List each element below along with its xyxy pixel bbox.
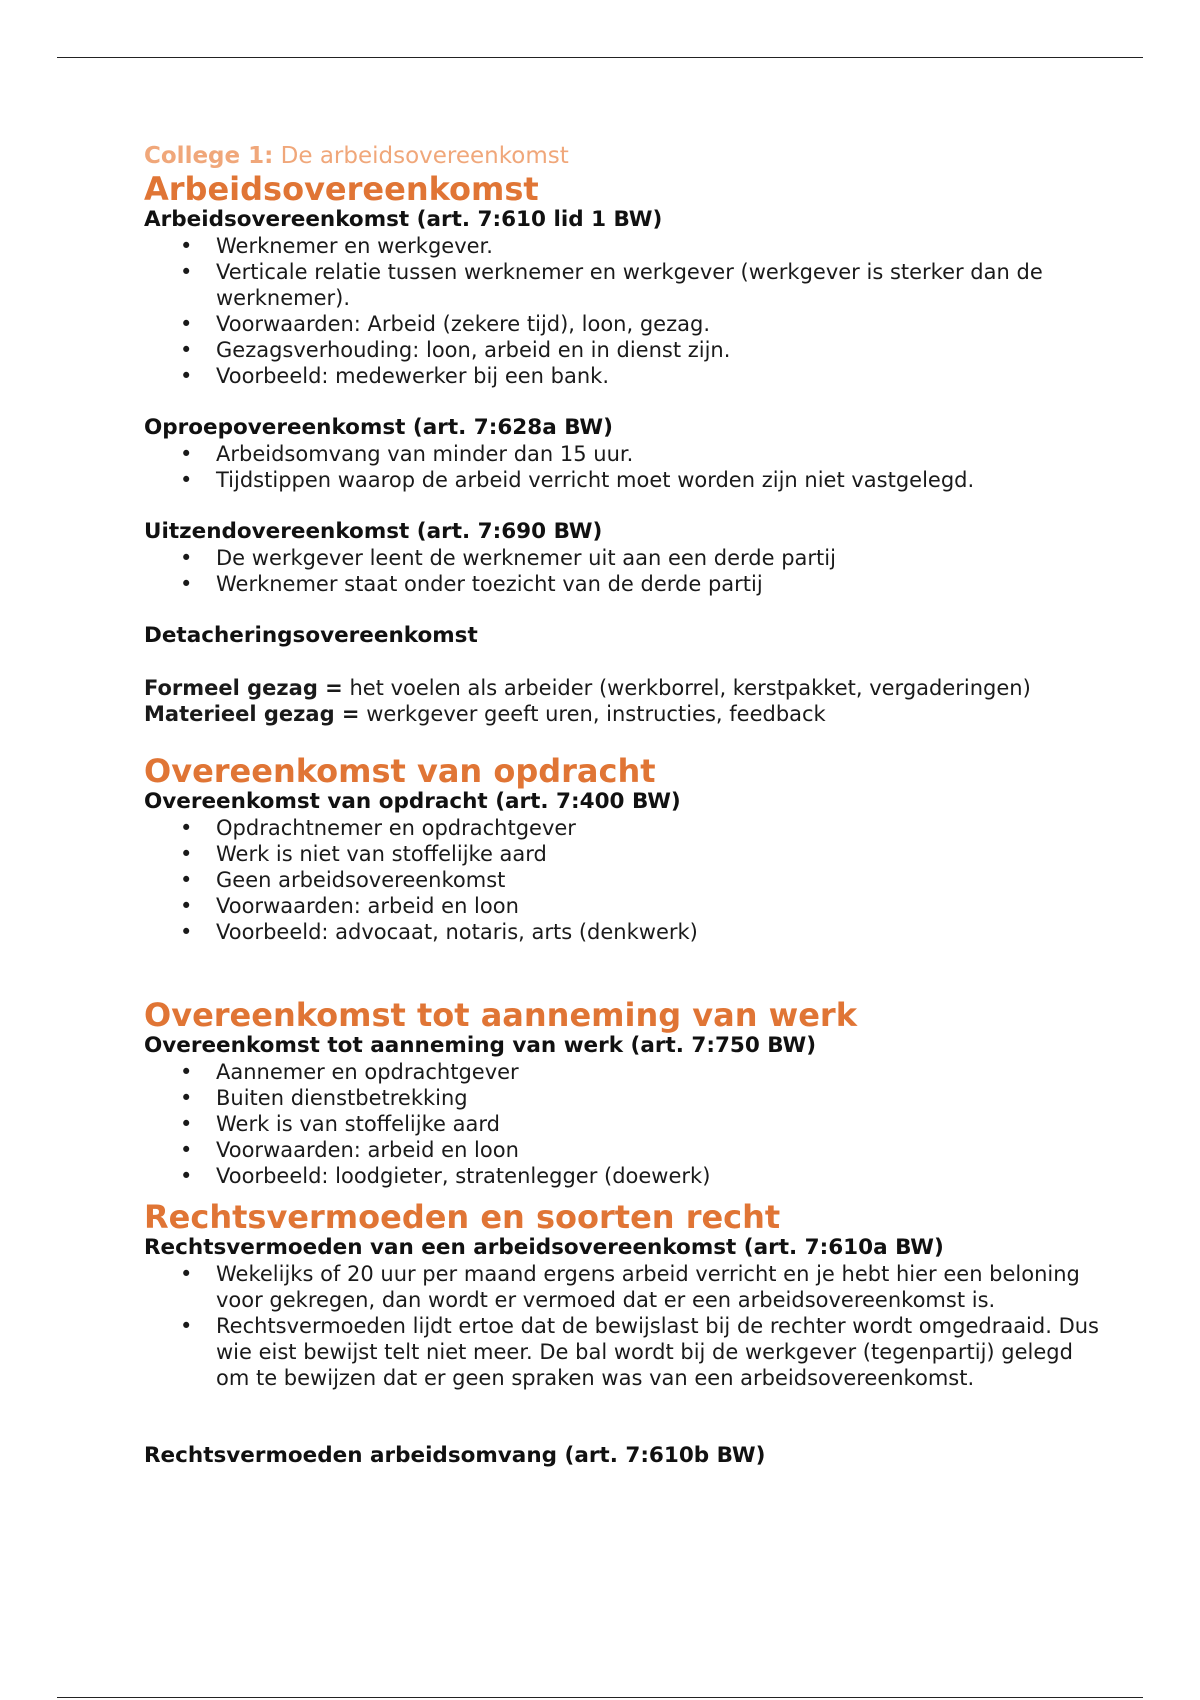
college-header [144,142,1104,171]
list-item: • Geen arbeidsovereenkomst [144,867,1104,893]
subheading-arbeidsovereenkomst: Arbeidsovereenkomst (art. 7:610 lid 1 BW) [144,207,663,232]
college-label: College 1: [144,143,274,169]
list-item: • Buiten dienstbetrekking [144,1085,1104,1111]
list-item: • Wekelijks of 20 uur per maand ergens arbeid verricht en je hebt hier een beloning voor gekregen, dan wordt er vermoed dat er een arbeidsovereenkomst is. [144,1261,1104,1313]
subheading-rechtsvermoeden: Rechtsvermoeden van een arbeidsovereenkomst (art. 7:610a BW) [144,1235,944,1260]
list-item: • Gezagsverhouding: loon, arbeid en in dienst zijn. [144,337,1104,363]
subheading-oproepovereenkomst: Oproepovereenkomst (art. 7:628a BW) [144,415,613,440]
formeel-gezag-term: Formeel gezag = [144,676,343,700]
list-item: • Voorwaarden: arbeid en loon [144,893,1104,919]
list-oproepovereenkomst [144,441,1104,493]
materieel-gezag-paragraph [144,701,1104,727]
list-item: • De werkgever leent de werknemer uit aan een derde partij [144,545,1104,571]
subheading-opdracht: Overeenkomst van opdracht (art. 7:400 BW) [144,789,681,814]
subheading-rechtsvermoeden-arbeidsomvang: Rechtsvermoeden arbeidsomvang (art. 7:610b BW) [144,1443,766,1468]
section-title-arbeidsovereenkomst: Arbeidsovereenkomst [144,170,539,208]
list-item: • Voorbeeld: medewerker bij een bank. [144,363,1104,389]
college-title: De arbeidsovereenkomst [280,143,569,169]
materieel-gezag-term: Materieel gezag = [144,702,360,726]
list-aanneming [144,1059,1104,1189]
list-arbeidsovereenkomst [144,233,1104,389]
list-item: • Rechtsvermoeden lijdt ertoe dat de bewijslast bij de rechter wordt omgedraaid. Dus wie eist bewijst telt niet meer. De bal wordt bij de werkgever (tegenpartij) gelegd om te bewijzen dat er geen spraken was van een arbeidsovereenkomst. [144,1313,1104,1391]
list-item: • Tijdstippen waarop de arbeid verricht moet worden zijn niet vastgelegd. [144,467,1104,493]
list-item: • Aannemer en opdrachtgever [144,1059,1104,1085]
list-item: • Werk is van stoffelijke aard [144,1111,1104,1137]
section-title-aanneming: Overeenkomst tot aanneming van werk [144,996,857,1034]
list-item: • Werknemer staat onder toezicht van de derde partij [144,571,1104,597]
list-item: • Verticale relatie tussen werknemer en werkgever (werkgever is sterker dan de werknemer). [144,259,1104,311]
list-opdracht [144,815,1104,945]
document-page [144,142,1104,1469]
materieel-gezag-text: werkgever geeft uren, instructies, feedback [366,702,826,726]
list-item: • Arbeidsomvang van minder dan 15 uur. [144,441,1104,467]
formeel-gezag-text: het voelen als arbeider (werkborrel, kerstpakket, vergaderingen) [349,676,1031,700]
section-title-opdracht: Overeenkomst van opdracht [144,752,656,790]
list-item: • Werk is niet van stoffelijke aard [144,841,1104,867]
list-uitzendovereenkomst [144,545,1104,597]
subheading-aanneming: Overeenkomst tot aanneming van werk (art. 7:750 BW) [144,1033,817,1058]
header-rule [57,57,1143,58]
list-rechtsvermoeden [144,1261,1104,1391]
subheading-detacheringsovereenkomst: Detacheringsovereenkomst [144,623,478,648]
formeel-gezag-paragraph [144,675,1104,701]
list-item: • Voorwaarden: arbeid en loon [144,1137,1104,1163]
list-item: • Voorbeeld: advocaat, notaris, arts (denkwerk) [144,919,1104,945]
list-item: • Voorwaarden: Arbeid (zekere tijd), loon, gezag. [144,311,1104,337]
list-item: • Opdrachtnemer en opdrachtgever [144,815,1104,841]
list-item: • Voorbeeld: loodgieter, stratenlegger (doewerk) [144,1163,1104,1189]
footer-rule [57,1697,1143,1698]
subheading-uitzendovereenkomst: Uitzendovereenkomst (art. 7:690 BW) [144,519,603,544]
section-title-rechtsvermoeden: Rechtsvermoeden en soorten recht [144,1198,781,1236]
list-item: • Werknemer en werkgever. [144,233,1104,259]
